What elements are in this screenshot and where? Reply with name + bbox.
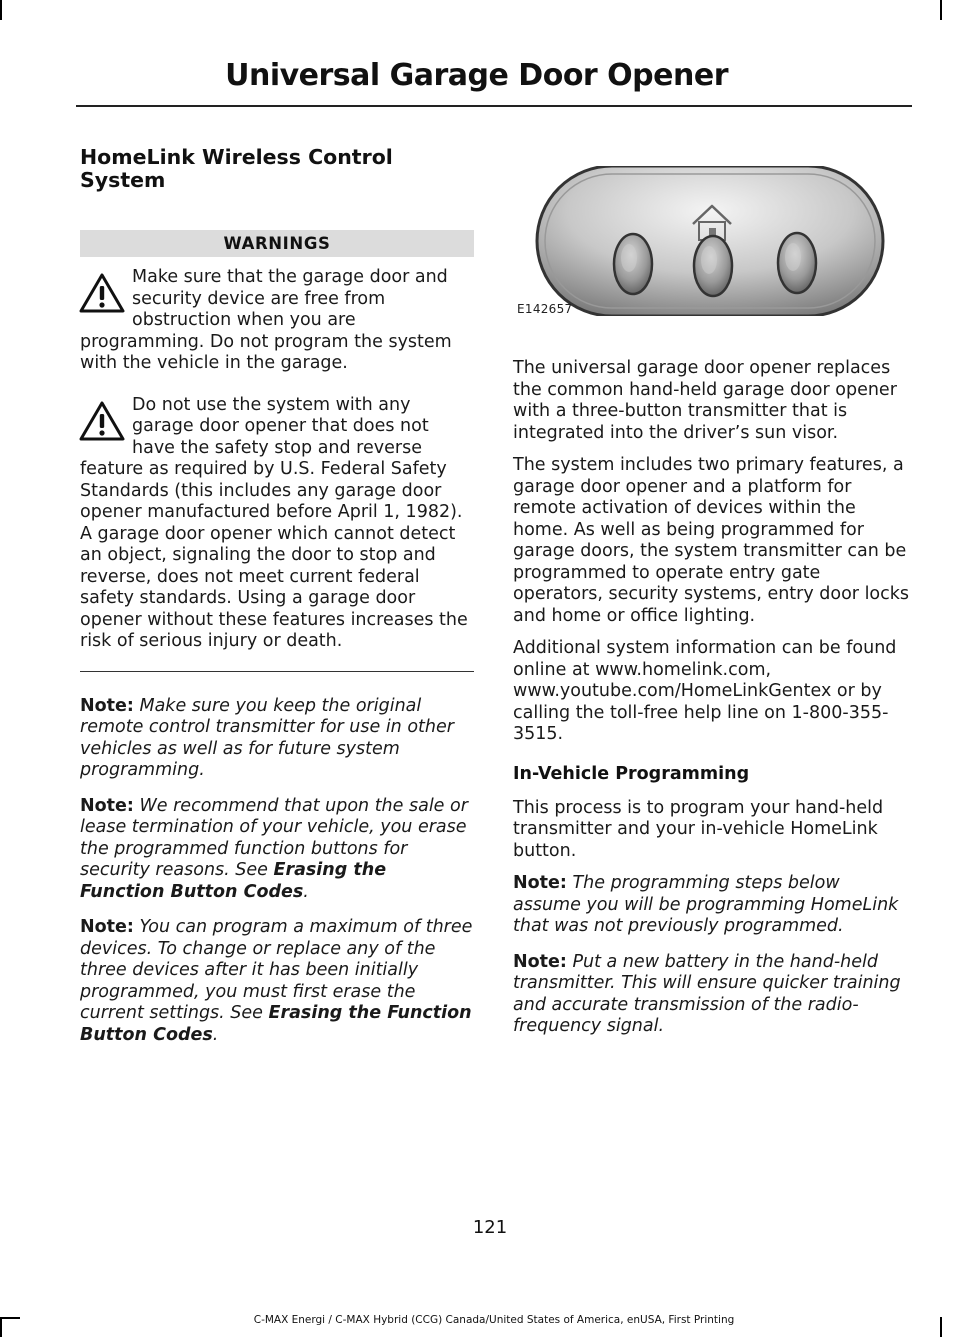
- warnings-box: [80, 230, 474, 672]
- note-paragraph: [80, 917, 474, 1046]
- note-end: .: [212, 1024, 219, 1045]
- figure: [513, 166, 909, 354]
- note-label: Note:: [80, 795, 134, 816]
- transmitter-button-2-icon: [694, 236, 732, 296]
- figure-id: E142657: [517, 302, 573, 316]
- header-divider: [76, 105, 912, 107]
- note-text: You can program a maximum of three devices. To change or replace any of the three devices after it has been initially programmed, you must first erase the current settings. See: [80, 917, 473, 1023]
- note-label: Note:: [80, 917, 134, 937]
- left-column: [80, 146, 474, 1046]
- page-header-title: Universal Garage Door Opener: [225, 58, 728, 93]
- warning-item: [80, 267, 474, 375]
- body-paragraph: The system includes two primary features, a garage door opener and a platform for remote activation of devices within the home. As well as being programmed for garage doors, the system transmitter can be programmed to operate entry gate operators, security systems, entry door locks and home or office lighting.: [513, 455, 910, 626]
- warnings-end-divider: [80, 671, 474, 672]
- note-text: Make sure you keep the original remote control transmitter for use in other vehicles as well as for future system programming.: [80, 695, 454, 780]
- crop-mark: [0, 0, 2, 20]
- warnings-heading: WARNINGS: [80, 230, 474, 257]
- warning-triangle-icon: [78, 399, 126, 443]
- right-column: [513, 358, 909, 1038]
- note-text: We recommend that upon the sale or lease termination of your vehicle, you erase the programmed function buttons for security reasons. See: [80, 795, 468, 880]
- note-label: Note:: [80, 695, 134, 716]
- body-paragraph: Additional system information can be found online at www.homelink.com, www.youtube.com/HomeLinkGentex or by calling the toll-free help line on 1-800-355-3515.: [513, 638, 897, 744]
- body-paragraph: The universal garage door opener replaces the common hand-held garage door opener with a three-button transmitter that is integrated into the driver’s sun visor.: [513, 358, 897, 443]
- notes-left: [80, 696, 474, 1047]
- note-end: .: [303, 881, 309, 902]
- note-label: Note:: [513, 951, 567, 972]
- warning-text: Do not use the system with any garage door opener that does not have the safety stop and reverse feature as required by U.S. Federal Safety Standards (this includes any garage door opener manufactured before April 1, 1982). A garage door opener which cannot detect an object, signaling the door to stop and reverse, does not meet current federal safety standards. Using a garage door opener without these features increases the risk of serious injury or death.: [80, 394, 468, 651]
- transmitter-button-3-icon: [778, 233, 816, 293]
- page-number: 121: [472, 1217, 508, 1238]
- section-title: HomeLink Wireless Control System: [80, 145, 393, 192]
- note-text: Put a new battery in the hand-held transmitter. This will ensure quicker training and accurate transmission of the radio-frequency signal.: [513, 951, 901, 1036]
- body-paragraph: This process is to program your hand-held transmitter and your in-vehicle HomeLink button.: [513, 797, 884, 861]
- warning-item: [80, 395, 474, 653]
- note-paragraph: [80, 696, 474, 782]
- note-paragraph: [513, 873, 909, 938]
- homelink-transmitter-illustration: [513, 166, 909, 316]
- cross-reference-link[interactable]: Erasing the Function Button Codes: [80, 860, 387, 902]
- note-paragraph: [80, 796, 474, 904]
- transmitter-button-1-icon: [614, 234, 652, 294]
- subheading: In-Vehicle Programming: [513, 763, 750, 784]
- warning-text: Make sure that the garage door and security device are free from obstruction when you are programming. Do not program the system with the vehicle in the garage.: [80, 267, 452, 373]
- note-paragraph: [513, 952, 909, 1038]
- warning-triangle-icon: [78, 271, 126, 315]
- page-footer: C-MAX Energi / C-MAX Hybrid (CCG) Canada/United States of America, enUSA, First Printing: [253, 1314, 735, 1326]
- note-label: Note:: [513, 873, 567, 893]
- note-text: The programming steps below assume you will be programming HomeLink that was not previously programmed.: [513, 873, 899, 936]
- crop-mark: [940, 0, 942, 20]
- cross-reference-link[interactable]: Erasing the Function Button Codes: [80, 1003, 472, 1045]
